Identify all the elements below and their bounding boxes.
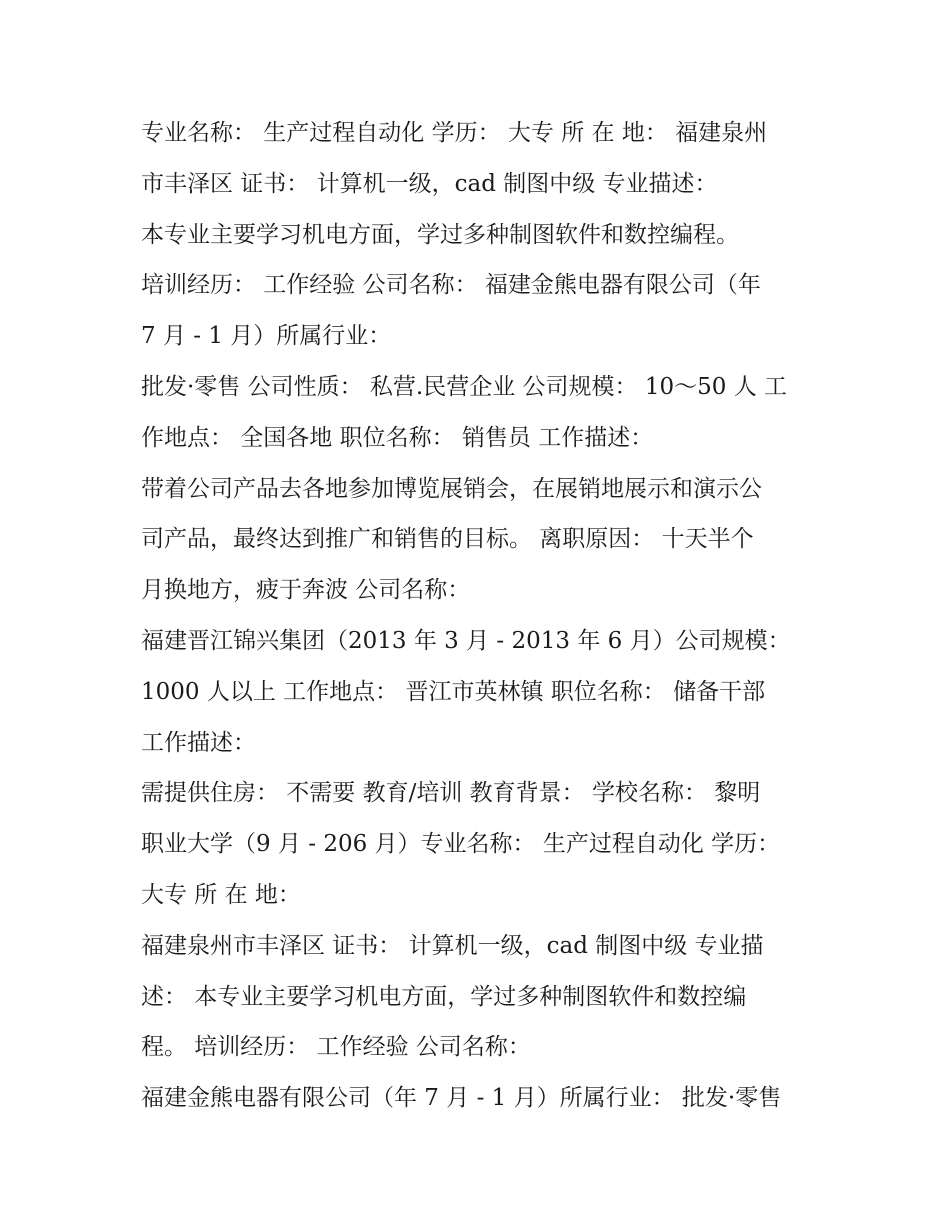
text-line-7: 作地点： 全国各地 职位名称： 销售员 工作描述： bbox=[141, 424, 654, 451]
text-line-4: 培训经历： 工作经验 公司名称： 福建金熊电器有限公司（年 bbox=[141, 272, 761, 299]
text-line-8: 带着公司产品去各地参加博览展销会，在展销地展示和演示公 bbox=[141, 475, 762, 502]
text-line-6: 批发·零售 公司性质： 私营.民营企业 公司规模： 10～50 人 工 bbox=[141, 373, 788, 400]
text-line-14: 需提供住房： 不需要 教育/培训 教育背景： 学校名称： 黎明 bbox=[141, 780, 761, 807]
text-line-17: 福建泉州市丰泽区 证书： 计算机一级，cad 制图中级 专业描 bbox=[141, 932, 764, 959]
text-line-1: 专业名称： 生产过程自动化 学历： 大专 所 在 地： 福建泉州 bbox=[141, 120, 768, 146]
text-line-13: 工作描述： bbox=[141, 729, 256, 756]
text-line-3: 本专业主要学习机电方面，学过多种制图软件和数控编程。 bbox=[141, 221, 739, 248]
text-line-2: 市丰泽区 证书： 计算机一级，cad 制图中级 专业描述： bbox=[141, 170, 718, 197]
text-line-10: 月换地方，疲于奔波 公司名称： bbox=[141, 577, 471, 604]
text-line-20: 福建金熊电器有限公司（年 7 月 - 1 月）所属行业： 批发·零售 bbox=[141, 1085, 782, 1112]
text-line-9: 司产品，最终达到推广和销售的目标。 离职原因： 十天半个 bbox=[141, 526, 754, 553]
text-line-18: 述： 本专业主要学习机电方面，学过多种制图软件和数控编 bbox=[141, 983, 747, 1010]
text-line-11: 福建晋江锦兴集团（2013 年 3 月 - 2013 年 6 月）公司规模： bbox=[141, 627, 791, 654]
text-line-19: 程。 培训经历： 工作经验 公司名称： bbox=[141, 1034, 531, 1061]
text-line-15: 职业大学（9 月 - 206 月）专业名称： 生产过程自动化 学历： bbox=[141, 831, 781, 858]
document-body bbox=[141, 108, 821, 1124]
text-line-16: 大专 所 在 地： bbox=[141, 881, 301, 908]
text-line-12: 1000 人以上 工作地点： 晋江市英林镇 职位名称： 储备干部 bbox=[141, 678, 766, 705]
text-line-5: 7 月 - 1 月）所属行业： bbox=[141, 323, 392, 350]
